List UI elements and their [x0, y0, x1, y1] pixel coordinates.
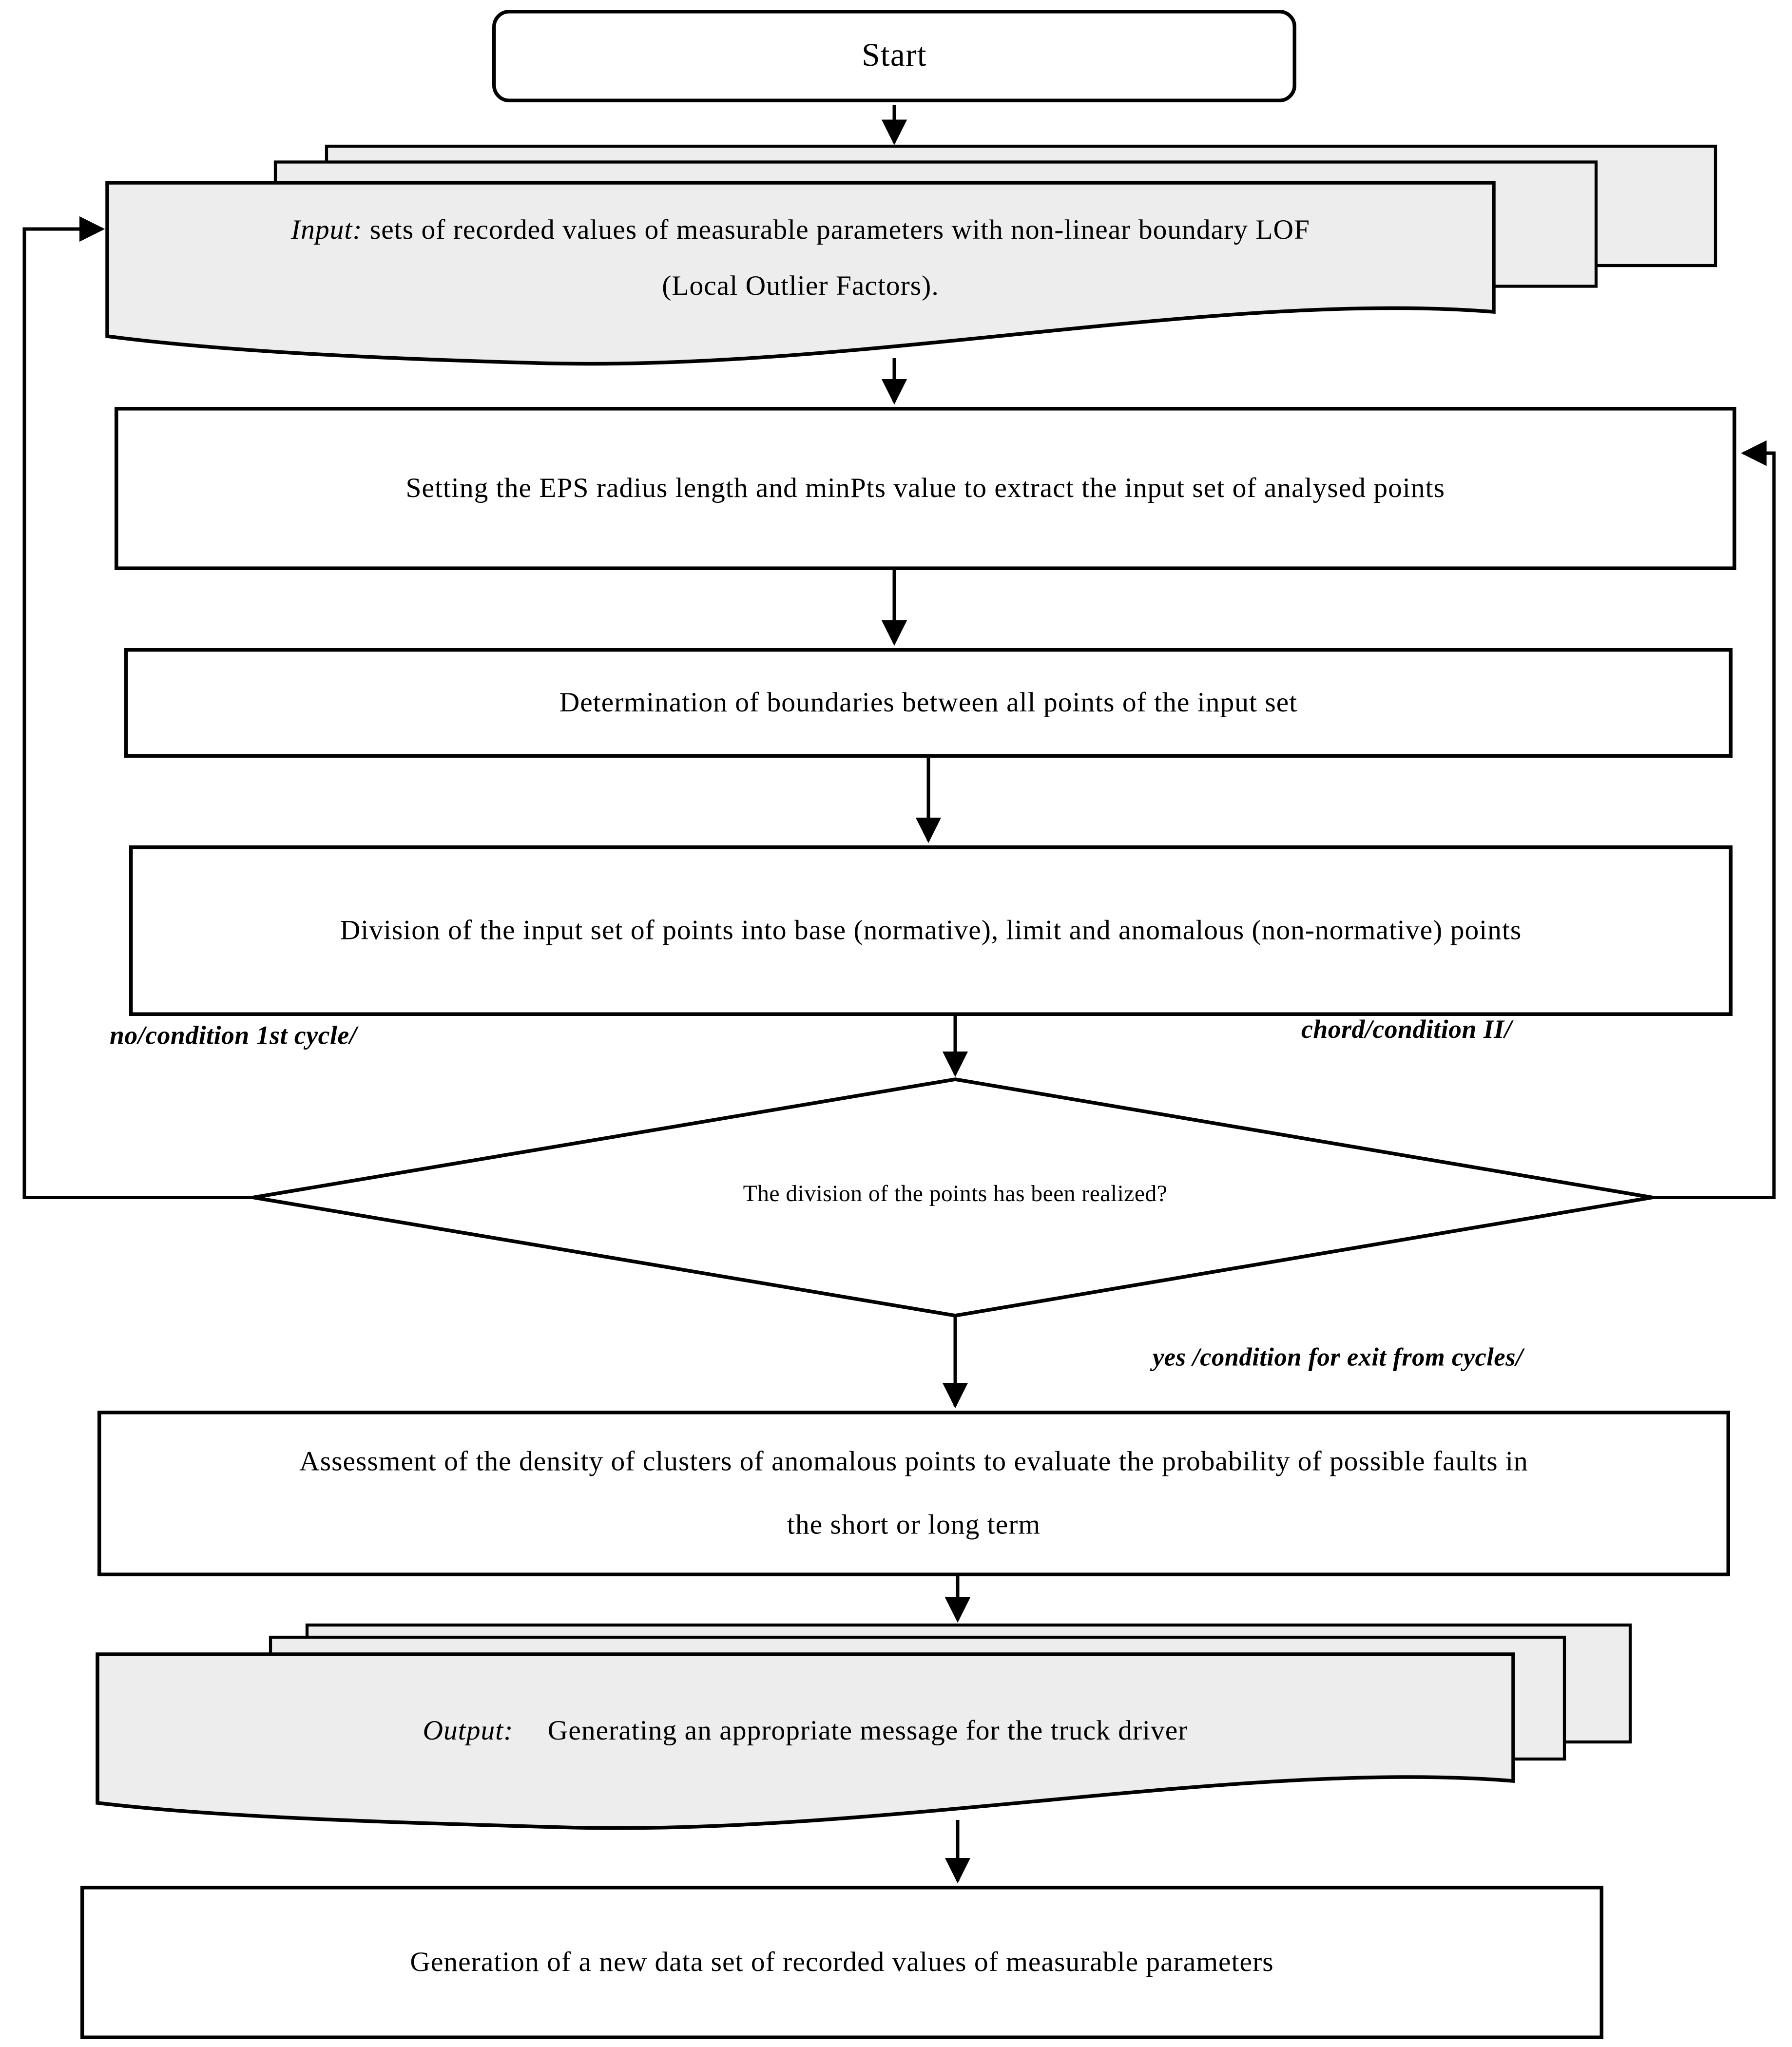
process-division-label: Division of the input set of points into base (normative), limit and anomalous (non-normative) points: [340, 915, 1522, 946]
output-prefix-label: Output:: [423, 1715, 514, 1746]
output-document-label: [172, 1703, 1439, 1759]
process-determination-node: [124, 648, 1733, 758]
edge-label-chord: chord/condition II/: [1301, 1014, 1512, 1044]
output-text-label: Generating an appropriate message for the truck driver: [547, 1715, 1188, 1746]
process-generation-label: Generation of a new data set of recorded values of measurable parameters: [410, 1946, 1274, 1977]
edge-label-no: no/condition 1st cycle/: [110, 1021, 357, 1050]
start-node: [492, 10, 1296, 102]
process-determination-label: Determination of boundaries between all points of the input set: [559, 686, 1298, 717]
start-label: Start: [862, 37, 927, 74]
process-assessment-label: Assessment of the density of clusters of anomalous points to evaluate the probability of possible faults in the short or long term: [299, 1446, 1528, 1540]
process-assessment-node: [97, 1411, 1730, 1576]
process-setting-eps-label: Setting the EPS radius length and minPts value to extract the input set of analysed points: [405, 472, 1445, 503]
input-prefix-label: Input:: [290, 214, 363, 245]
decision-question-label: The division of the points has been realized?: [743, 1182, 1168, 1207]
process-generation-node: [80, 1886, 1603, 2039]
process-division-node: [129, 845, 1733, 1016]
edge-label-yes: yes /condition for exit from cycles/: [1153, 1342, 1523, 1372]
input-text-label: sets of recorded values of measurable parameters with non-linear boundary LOF (Local Outlier Factors).: [369, 214, 1310, 301]
process-setting-eps-node: [115, 407, 1736, 570]
input-document-label: [277, 202, 1325, 314]
